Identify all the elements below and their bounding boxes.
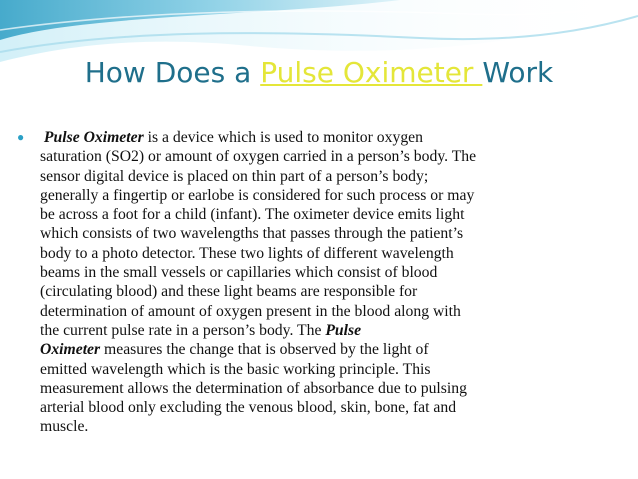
body-line-2: saturation (SO2) or amount of oxygen carried in a person’s body. The (40, 148, 477, 166)
body-line-12-text: measures the change that is observed by the light of (100, 341, 429, 359)
body-line-11-text: the current pulse rate in a person’s body. The (40, 321, 326, 339)
body-line-8: beams in the small vessels or capillaries which consist of blood (40, 264, 438, 282)
pulse-oximeter-link[interactable]: Pulse Oximeter (260, 56, 483, 89)
body-text (17, 128, 600, 437)
body-line-3: sensor digital device is placed on thin part of a person’s body; (40, 167, 429, 185)
pulse-term: Pulse (325, 321, 362, 339)
slide-title (0, 53, 638, 93)
lead-term: Pulse Oximeter (43, 129, 144, 146)
body-line-6: which consists of two wavelengths that passes through the patient’s (40, 225, 464, 243)
oximeter-term: Oximeter (40, 341, 101, 359)
body-line-15: arterial blood only excluding the venous blood, skin, bone, fat and (40, 399, 457, 417)
body-line-1 (40, 128, 600, 147)
title-prefix: How Does a (84, 56, 261, 89)
body-line-11 (40, 321, 600, 340)
body-line-5: be across a foot for a child (infant). The oximeter device emits light (40, 206, 465, 224)
body-line-1-text: is a device which is used to monitor oxygen (143, 129, 423, 146)
body-line-12 (40, 340, 600, 359)
title-suffix: Work (482, 56, 554, 89)
body-line-14: measurement allows the determination of absorbance due to pulsing (40, 379, 467, 397)
body-line-13: emitted wavelength which is the basic working principle. This (40, 360, 431, 378)
body-line-9: (circulating blood) and these light beams are responsible for (40, 283, 418, 301)
body-line-10: determination of amount of oxygen present in the blood along with (40, 302, 461, 320)
body-line-16: muscle. (40, 418, 89, 436)
body-line-4: generally a fingertip or earlobe is considered for such process or may (40, 186, 475, 204)
bullet-dot-icon: ● (17, 130, 25, 144)
body-line-7: body to a photo detector. These two lights of different wavelength (40, 244, 454, 262)
